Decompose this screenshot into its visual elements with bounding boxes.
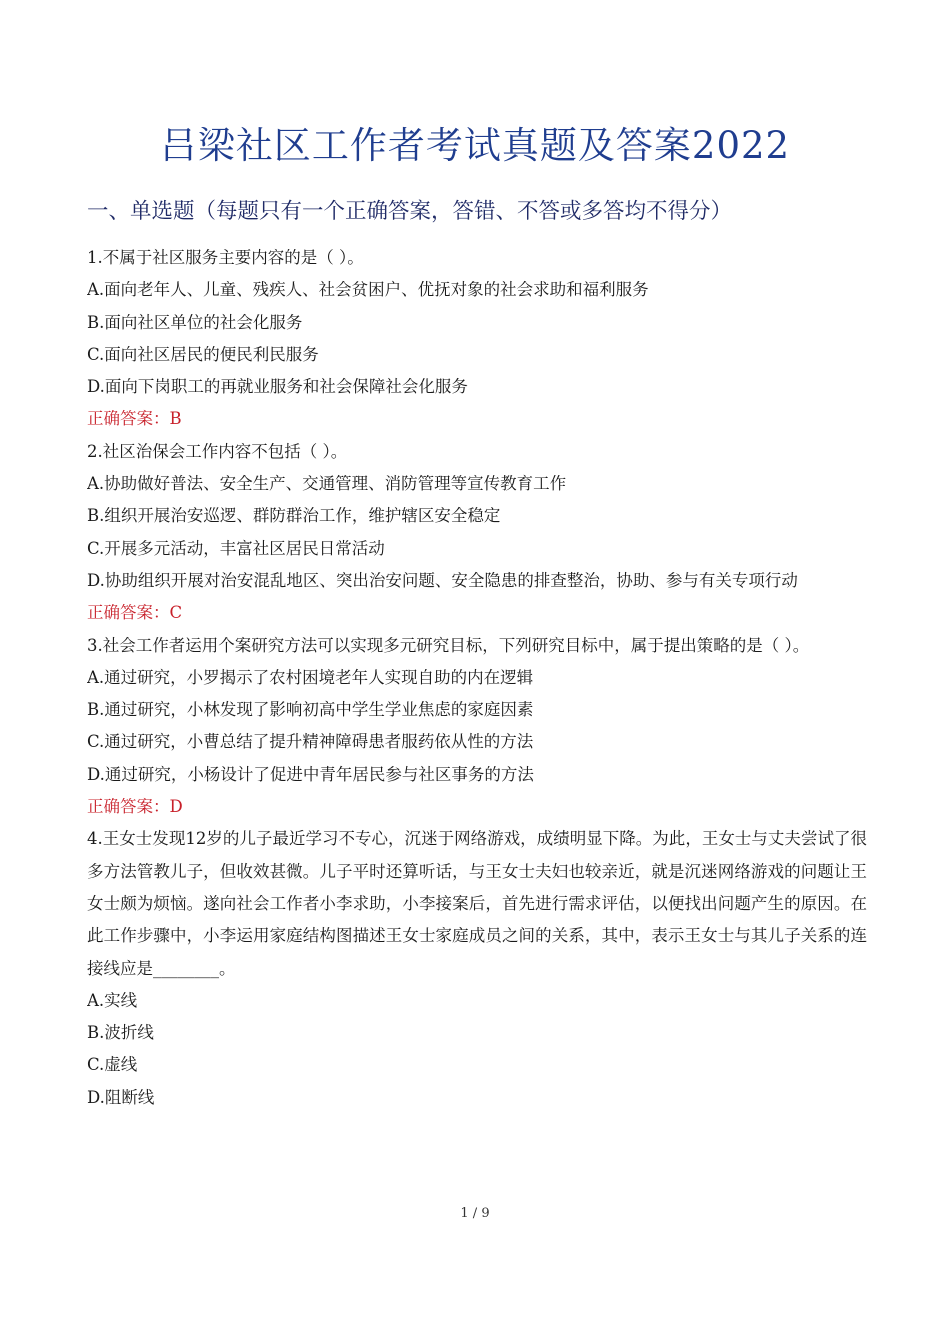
answer-line: 正确答案：B xyxy=(87,409,182,429)
option-c: C.面向社区居民的便民利民服务 xyxy=(87,344,319,364)
question-stem: 1.不属于社区服务主要内容的是（ ）。 xyxy=(87,248,364,267)
option-c: C.虚线 xyxy=(87,1055,138,1075)
question-stem: 3.社会工作者运用个案研究方法可以实现多元研究目标，下列研究目标中，属于提出策略的是（ ）。 xyxy=(87,635,810,655)
option-c: C.开展多元活动，丰富社区居民日常活动 xyxy=(87,538,385,558)
option-d: D.通过研究，小杨设计了促进中青年居民参与社区事务的方法 xyxy=(87,764,534,784)
question-1 xyxy=(87,242,867,436)
option-c: C.通过研究，小曹总结了提升精神障碍患者服药依从性的方法 xyxy=(87,732,534,752)
option-b: B.组织开展治安巡逻、群防群治工作，维护辖区安全稳定 xyxy=(87,506,501,526)
option-d: D.阻断线 xyxy=(87,1087,155,1107)
answer-line: 正确答案：C xyxy=(87,603,183,623)
answer-line: 正确答案：D xyxy=(87,797,183,817)
question-2 xyxy=(87,436,867,630)
option-a: A.面向老年人、儿童、残疾人、社会贫困户、优抚对象的社会求助和福利服务 xyxy=(87,280,649,300)
option-a: A.实线 xyxy=(87,990,138,1010)
question-stem: 2.社区治保会工作内容不包括（ ）。 xyxy=(87,441,348,461)
option-b: B.波折线 xyxy=(87,1023,154,1043)
option-a: A.协助做好普法、安全生产、交通管理、消防管理等宣传教育工作 xyxy=(87,474,567,494)
question-3 xyxy=(87,630,867,824)
option-b: B.通过研究，小林发现了影响初高中学生学业焦虑的家庭因素 xyxy=(87,700,534,720)
option-d: D.协助组织开展对治安混乱地区、突出治安问题、安全隐患的排查整治，协助、参与有关专项行动 xyxy=(87,570,798,590)
question-list xyxy=(87,242,867,1114)
option-b: B.面向社区单位的社会化服务 xyxy=(87,312,303,332)
question-stem: 4.王女士发现12岁的儿子最近学习不专心，沉迷于网络游戏，成绩明显下降。为此，王女士与丈夫尝试了很多方法管教儿子，但收效甚微。儿子平时还算听话，与王女士夫妇也较亲近，就是沉迷网络游戏的问题让王女士颇为烦恼。遂向社会工作者小李求助，小李接案后，首先进行需求评估，以便找出问题产生的原因。在此工作步骤中，小李运用家庭结构图描述王女士家庭成员之间的关系，其中，表示王女士与其儿子关系的连接线应是________。 xyxy=(87,829,867,978)
option-d: D.面向下岗职工的再就业服务和社会保障社会化服务 xyxy=(87,377,468,397)
page-number: 1 / 9 xyxy=(460,1206,490,1221)
document-title: 吕梁社区工作者考试真题及答案2022 xyxy=(159,124,791,167)
question-4 xyxy=(87,823,867,1114)
section-heading: 一、单选题（每题只有一个正确答案，答错、不答或多答均不得分） xyxy=(87,199,733,224)
option-a: A.通过研究，小罗揭示了农村困境老年人实现自助的内在逻辑 xyxy=(87,667,534,687)
